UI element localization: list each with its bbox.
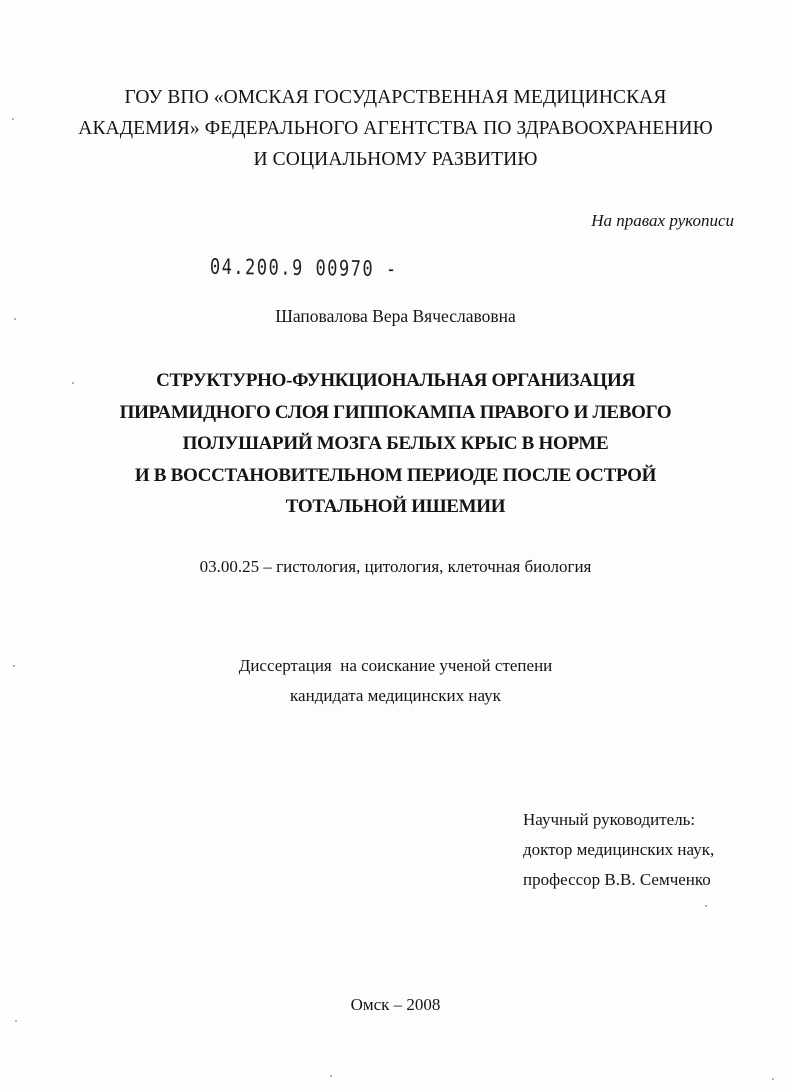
degree-line-1: Диссертация на соискание ученой степени bbox=[238, 656, 553, 675]
author-name: Шаповалова Вера Вячеславовна bbox=[275, 306, 516, 326]
scan-speck bbox=[14, 318, 16, 320]
dissertation-title bbox=[0, 365, 791, 523]
rights-note: На правах рукописи bbox=[591, 211, 734, 230]
degree-statement bbox=[0, 651, 791, 711]
institution-line-1: ГОУ ВПО «ОМСКАЯ ГОСУДАРСТВЕННАЯ МЕДИЦИНСКАЯ bbox=[124, 87, 667, 108]
supervisor-line-3: профессор В.В. Семченко bbox=[523, 870, 711, 889]
scan-speck bbox=[72, 382, 74, 384]
supervisor-line-1: Научный руководитель: bbox=[523, 810, 696, 829]
title-line-3: ПОЛУШАРИЙ МОЗГА БЕЛЫХ КРЫС В НОРМЕ bbox=[182, 433, 609, 454]
title-line-2: ПИРАМИДНОГО СЛОЯ ГИППОКАМПА ПРАВОГО И ЛЕВОГО bbox=[119, 401, 672, 423]
institution-line-3: И СОЦИАЛЬНОМУ РАЗВИТИЮ bbox=[253, 149, 538, 170]
institution-header bbox=[0, 82, 791, 175]
scan-speck bbox=[15, 1020, 17, 1022]
scan-speck bbox=[772, 1078, 774, 1080]
title-line-1: СТРУКТУРНО-ФУНКЦИОНАЛЬНАЯ ОРГАНИЗАЦИЯ bbox=[156, 370, 635, 391]
scan-speck bbox=[705, 905, 707, 907]
title-line-5: ТОТАЛЬНОЙ ИШЕМИИ bbox=[285, 496, 506, 517]
scan-speck bbox=[12, 118, 14, 120]
registration-stamp-number: 04.200.9 00970 - bbox=[209, 255, 398, 283]
scan-speck bbox=[13, 665, 15, 667]
supervisor-line-2: доктор медицинских наук, bbox=[523, 840, 715, 859]
title-line-4: И В ВОССТАНОВИТЕЛЬНОМ ПЕРИОДЕ ПОСЛЕ ОСТРОЙ bbox=[134, 464, 657, 486]
degree-line-2: кандидата медицинских наук bbox=[290, 686, 501, 705]
city-year: Омск – 2008 bbox=[350, 995, 441, 1014]
institution-line-2: АКАДЕМИЯ» ФЕДЕРАЛЬНОГО АГЕНТСТВА ПО ЗДРАВООХРАНЕНИЮ bbox=[78, 118, 713, 139]
specialty-code: 03.00.25 – гистология, цитология, клеточная биология bbox=[199, 557, 592, 576]
scan-speck bbox=[330, 1075, 332, 1077]
scientific-supervisor bbox=[523, 805, 714, 895]
